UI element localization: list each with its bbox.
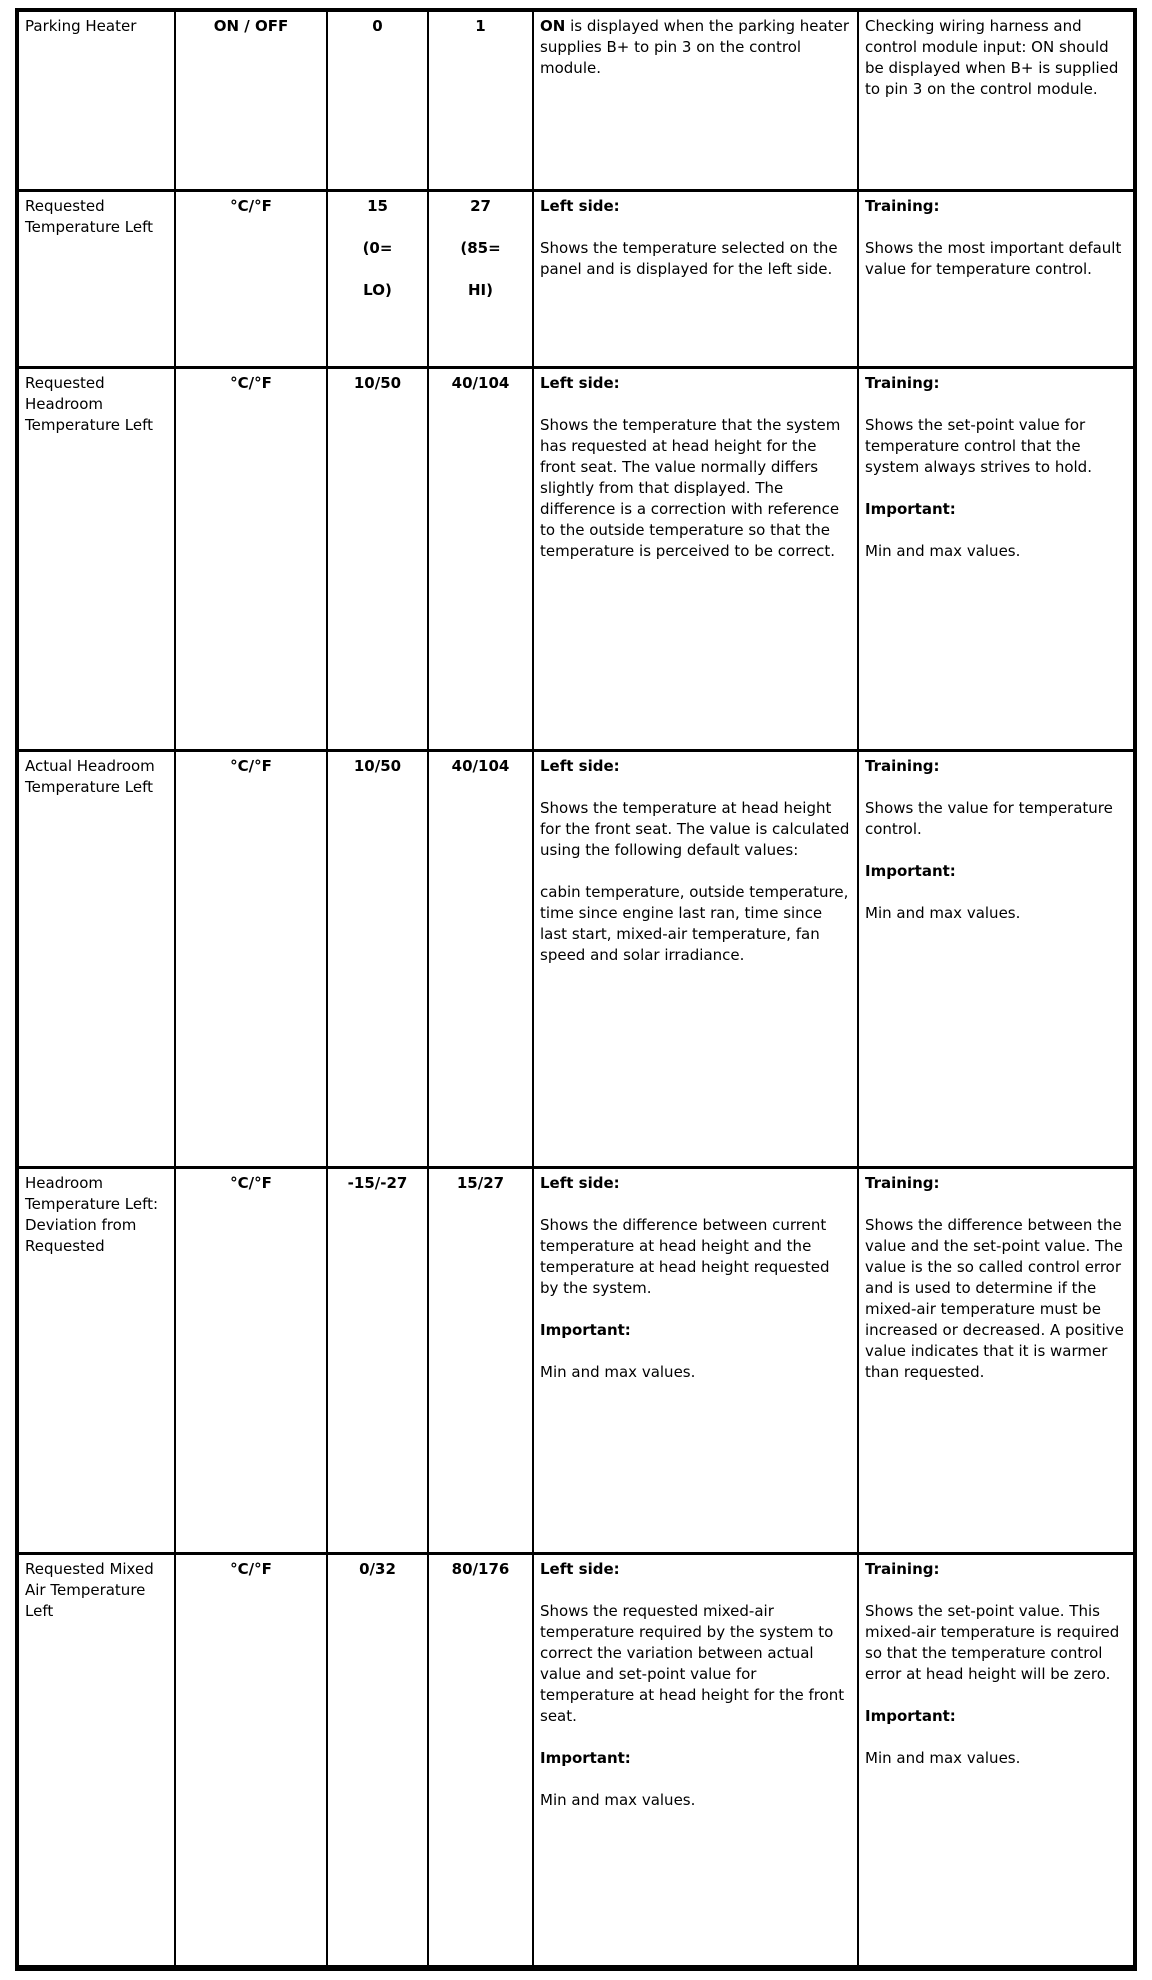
cell-parameter bbox=[17, 1553, 175, 1968]
text: Shows the set-point value. This mixed-air temperature is required so that the temperature control error at head height will be zero. bbox=[865, 1601, 1120, 1683]
cell-paragraph bbox=[540, 1215, 851, 1299]
cell-paragraph bbox=[334, 196, 421, 217]
cell-paragraph bbox=[540, 16, 851, 79]
cell-training bbox=[858, 750, 1135, 1167]
cell-paragraph bbox=[540, 1790, 851, 1811]
cell-paragraph bbox=[334, 1173, 421, 1194]
bold-text: 15/27 bbox=[456, 1173, 505, 1192]
cell-paragraph bbox=[865, 373, 1127, 394]
cell-description bbox=[533, 1167, 858, 1553]
cell-paragraph bbox=[435, 373, 526, 394]
cell-paragraph bbox=[334, 373, 421, 394]
cell-paragraph bbox=[540, 756, 851, 777]
cell-paragraph bbox=[182, 1559, 320, 1580]
bold-text: Important: bbox=[540, 1748, 631, 1767]
cell-paragraph bbox=[865, 541, 1127, 562]
cell-training bbox=[858, 1553, 1135, 1968]
cell-paragraph bbox=[435, 196, 526, 217]
text: Min and max values. bbox=[540, 1362, 696, 1381]
text: Requested Temperature Left bbox=[25, 196, 154, 236]
cell-paragraph bbox=[865, 499, 1127, 520]
bold-text: Important: bbox=[540, 1320, 631, 1339]
cell-min-value bbox=[327, 1553, 428, 1968]
table-row bbox=[17, 750, 1135, 1167]
bold-text: (0= bbox=[362, 238, 393, 257]
bold-text: ON bbox=[540, 17, 566, 35]
cell-paragraph bbox=[25, 1559, 168, 1622]
cell-paragraph bbox=[540, 1559, 851, 1580]
cell-paragraph bbox=[865, 903, 1127, 924]
cell-parameter bbox=[17, 367, 175, 750]
bold-text: -15/-27 bbox=[347, 1173, 408, 1192]
bold-text: Training: bbox=[865, 1173, 940, 1192]
cell-min-value bbox=[327, 10, 428, 190]
cell-min-value bbox=[327, 1167, 428, 1553]
cell-paragraph bbox=[865, 16, 1127, 100]
cell-unit bbox=[175, 1167, 327, 1553]
cell-paragraph bbox=[865, 1559, 1127, 1580]
cell-max-value bbox=[428, 750, 533, 1167]
text: Shows the set-point value for temperature control that the system always strives to hold. bbox=[865, 415, 1092, 476]
bold-text: Left side: bbox=[540, 756, 620, 775]
cell-paragraph bbox=[540, 1173, 851, 1194]
signal-values-table-body bbox=[17, 10, 1135, 1968]
cell-paragraph bbox=[865, 415, 1127, 478]
bold-text: 0 bbox=[372, 17, 383, 35]
cell-max-value bbox=[428, 1167, 533, 1553]
bold-text: Left side: bbox=[540, 373, 620, 392]
cell-paragraph bbox=[435, 280, 526, 301]
cell-paragraph bbox=[540, 882, 851, 966]
bold-text: °C/°F bbox=[230, 1559, 272, 1578]
cell-paragraph bbox=[865, 1601, 1127, 1685]
bold-text: 10/50 bbox=[353, 373, 402, 392]
cell-parameter bbox=[17, 1167, 175, 1553]
cell-unit bbox=[175, 1553, 327, 1968]
cell-paragraph bbox=[435, 1173, 526, 1194]
cell-paragraph bbox=[334, 1559, 421, 1580]
bold-text: LO) bbox=[363, 280, 392, 299]
bold-text: Left side: bbox=[540, 196, 620, 215]
bold-text: Training: bbox=[865, 373, 940, 392]
cell-paragraph bbox=[865, 196, 1127, 217]
text: Headroom Temperature Left: Deviation from Requested bbox=[25, 1173, 159, 1255]
cell-paragraph bbox=[25, 1173, 168, 1257]
bold-text: 1 bbox=[475, 17, 486, 35]
cell-paragraph bbox=[182, 1173, 320, 1194]
table-row bbox=[17, 190, 1135, 367]
bold-text: Training: bbox=[865, 756, 940, 775]
cell-paragraph bbox=[334, 16, 421, 37]
table-row bbox=[17, 367, 1135, 750]
cell-max-value bbox=[428, 10, 533, 190]
bold-text: HI) bbox=[468, 280, 493, 299]
cell-description bbox=[533, 750, 858, 1167]
cell-paragraph bbox=[865, 1706, 1127, 1727]
text: Shows the temperature at head height for the front seat. The value is calculated using the following default values: bbox=[540, 798, 850, 859]
bold-text: 0/32 bbox=[359, 1559, 396, 1578]
text: Actual Headroom Temperature Left bbox=[25, 756, 155, 796]
cell-paragraph bbox=[865, 1215, 1127, 1383]
cell-min-value bbox=[327, 750, 428, 1167]
text: Requested Headroom Temperature Left bbox=[25, 373, 154, 434]
cell-paragraph bbox=[865, 238, 1127, 280]
bold-text: 40/104 bbox=[451, 756, 510, 775]
cell-paragraph bbox=[25, 16, 168, 37]
bold-text: 10/50 bbox=[353, 756, 402, 775]
bold-text: ON / OFF bbox=[213, 17, 289, 35]
bold-text: Training: bbox=[865, 1559, 940, 1578]
bold-text: Training: bbox=[865, 196, 940, 215]
cell-paragraph bbox=[25, 756, 168, 798]
cell-training bbox=[858, 10, 1135, 190]
text: Shows the most important default value for temperature control. bbox=[865, 238, 1122, 278]
cell-paragraph bbox=[182, 16, 320, 37]
cell-paragraph bbox=[540, 1362, 851, 1383]
bold-text: Important: bbox=[865, 499, 956, 518]
bold-text: 27 bbox=[470, 196, 491, 215]
cell-paragraph bbox=[865, 1748, 1127, 1769]
cell-min-value bbox=[327, 367, 428, 750]
bold-text: 80/176 bbox=[451, 1559, 510, 1578]
cell-paragraph bbox=[540, 196, 851, 217]
cell-paragraph bbox=[435, 238, 526, 259]
cell-paragraph bbox=[540, 238, 851, 280]
cell-description bbox=[533, 190, 858, 367]
cell-paragraph bbox=[865, 798, 1127, 840]
cell-training bbox=[858, 367, 1135, 750]
bold-text: (85= bbox=[460, 238, 501, 257]
text: Parking Heater bbox=[25, 17, 137, 35]
text: Shows the requested mixed-air temperature required by the system to correct the variation between actual value and set-point value for temperature at head height for the front seat. bbox=[540, 1601, 845, 1725]
cell-max-value bbox=[428, 190, 533, 367]
cell-paragraph bbox=[540, 798, 851, 861]
cell-paragraph bbox=[865, 861, 1127, 882]
bold-text: °C/°F bbox=[230, 756, 272, 775]
cell-paragraph bbox=[540, 415, 851, 562]
cell-training bbox=[858, 1167, 1135, 1553]
bold-text: °C/°F bbox=[230, 1173, 272, 1192]
bold-text: Left side: bbox=[540, 1173, 620, 1192]
cell-min-value bbox=[327, 190, 428, 367]
bold-text: 15 bbox=[367, 196, 388, 215]
cell-paragraph bbox=[334, 280, 421, 301]
table-row bbox=[17, 10, 1135, 190]
table-row bbox=[17, 1167, 1135, 1553]
cell-paragraph bbox=[540, 1748, 851, 1769]
cell-training bbox=[858, 190, 1135, 367]
text: Checking wiring harness and control module input: ON should be displayed when B+ is supplied to pin 3 on the control module. bbox=[865, 17, 1119, 98]
cell-paragraph bbox=[182, 756, 320, 777]
text: Shows the difference between the value and the set-point value. The value is the so called control error and is used to determine if the mixed-air temperature must be increased or decreased. A positive value indicates that it is warmer than requested. bbox=[865, 1215, 1124, 1381]
cell-paragraph bbox=[540, 1320, 851, 1341]
cell-description bbox=[533, 10, 858, 190]
text: Min and max values. bbox=[865, 541, 1021, 560]
cell-parameter bbox=[17, 750, 175, 1167]
cell-unit bbox=[175, 367, 327, 750]
cell-paragraph bbox=[334, 238, 421, 259]
cell-paragraph bbox=[865, 756, 1127, 777]
text: Min and max values. bbox=[865, 1748, 1021, 1767]
cell-paragraph bbox=[540, 373, 851, 394]
cell-paragraph bbox=[25, 373, 168, 436]
cell-unit bbox=[175, 190, 327, 367]
signal-values-table bbox=[15, 8, 1137, 1971]
text: Shows the value for temperature control. bbox=[865, 798, 1113, 838]
cell-unit bbox=[175, 10, 327, 190]
cell-parameter bbox=[17, 190, 175, 367]
cell-paragraph bbox=[182, 196, 320, 217]
cell-description bbox=[533, 367, 858, 750]
cell-paragraph bbox=[182, 373, 320, 394]
text: is displayed when the parking heater supplies B+ to pin 3 on the control module. bbox=[540, 17, 850, 77]
text: Shows the difference between current temperature at head height and the temperature at head height requested by the system. bbox=[540, 1215, 830, 1297]
bold-text: Important: bbox=[865, 1706, 956, 1725]
bold-text: 40/104 bbox=[451, 373, 510, 392]
text: cabin temperature, outside temperature, time since engine last ran, time since last start, mixed-air temperature, fan speed and solar irradiance. bbox=[540, 882, 849, 964]
table-row bbox=[17, 1553, 1135, 1968]
cell-paragraph bbox=[435, 756, 526, 777]
text: Shows the temperature selected on the panel and is displayed for the left side. bbox=[540, 238, 838, 278]
cell-paragraph bbox=[865, 1173, 1127, 1194]
cell-paragraph bbox=[540, 1601, 851, 1727]
bold-text: Left side: bbox=[540, 1559, 620, 1578]
cell-max-value bbox=[428, 1553, 533, 1968]
cell-unit bbox=[175, 750, 327, 1167]
cell-parameter bbox=[17, 10, 175, 190]
bold-text: Important: bbox=[865, 861, 956, 880]
cell-paragraph bbox=[435, 1559, 526, 1580]
cell-paragraph bbox=[25, 196, 168, 238]
bold-text: °C/°F bbox=[230, 196, 272, 215]
cell-max-value bbox=[428, 367, 533, 750]
cell-description bbox=[533, 1553, 858, 1968]
cell-paragraph bbox=[435, 16, 526, 37]
text: Min and max values. bbox=[865, 903, 1021, 922]
cell-paragraph bbox=[334, 756, 421, 777]
text: Requested Mixed Air Temperature Left bbox=[25, 1559, 154, 1620]
bold-text: °C/°F bbox=[230, 373, 272, 392]
text: Shows the temperature that the system has requested at head height for the front seat. The value normally differs slightly from that displayed. The difference is a correction with reference to the outside temperature so that the temperature is perceived to be correct. bbox=[540, 415, 841, 560]
text: Min and max values. bbox=[540, 1790, 696, 1809]
